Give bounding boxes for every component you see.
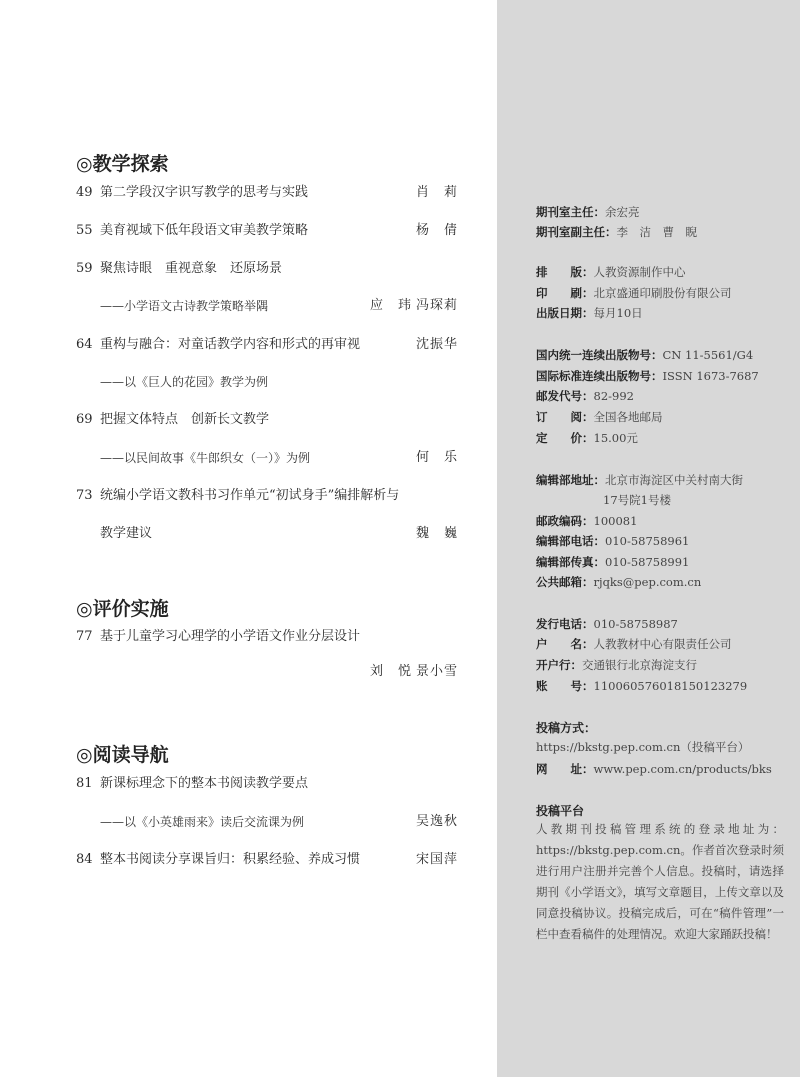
info-value: 李 洁 曹 睨 xyxy=(616,225,697,239)
author: 肖 莉 xyxy=(415,185,458,200)
page-number: 69 xyxy=(76,412,93,427)
info-label: 期刊室主任： xyxy=(536,205,605,219)
page-number: 55 xyxy=(76,223,93,238)
author: 何 乐 xyxy=(415,450,458,465)
info-value: CN 11-5561/G4 xyxy=(662,348,754,362)
toc-entry[interactable] xyxy=(76,486,458,506)
info-row-website xyxy=(536,759,791,779)
platform-heading: 投稿平台 xyxy=(536,804,585,818)
page-number: 49 xyxy=(76,185,93,200)
article-subtitle: ——以《巨人的花园》教学为例 xyxy=(100,375,269,389)
section-title-reading: ◎阅读导航 xyxy=(76,744,169,766)
submission-link[interactable]: https://bkstg.pep.com.cn（投稿平台） xyxy=(536,740,750,754)
toc-entry[interactable] xyxy=(76,335,458,355)
info-value: 010-58758991 xyxy=(605,555,690,569)
author: 魏 巍 xyxy=(415,526,458,541)
info-label: 出版日期： xyxy=(536,306,594,320)
info-row-account-number xyxy=(536,676,791,696)
page-number: 81 xyxy=(76,776,93,791)
toc-entry-subtitle xyxy=(76,372,458,392)
info-row-issn xyxy=(536,366,791,386)
info-label: 定 价： xyxy=(536,431,594,445)
info-row-fax xyxy=(536,552,791,572)
toc-entry[interactable] xyxy=(76,627,458,647)
info-row-price xyxy=(536,428,791,448)
info-row-address xyxy=(536,470,791,490)
info-label: 国际标准连续出版物号： xyxy=(536,369,663,383)
article-title: 聚焦诗眼 重视意象 还原场景 xyxy=(100,261,283,276)
info-label: 公共邮箱： xyxy=(536,575,594,589)
article-title: 重构与融合：对童话教学内容和形式的再审视 xyxy=(100,337,361,352)
article-subtitle: ——以《小英雄雨来》读后交流课为例 xyxy=(100,815,305,829)
page-number: 77 xyxy=(76,629,93,644)
author: 吴逸秋 xyxy=(415,814,458,829)
article-title: 新课标理念下的整本书阅读教学要点 xyxy=(100,776,309,791)
info-value: 人教教材中心有限责任公司 xyxy=(593,637,732,651)
website-link[interactable]: www.pep.com.cn/products/bks xyxy=(593,762,772,776)
page-number: 59 xyxy=(76,261,93,276)
info-label: 期刊室副主任： xyxy=(536,225,617,239)
page-number: 84 xyxy=(76,852,93,867)
info-value: 010-58758961 xyxy=(605,534,690,548)
info-label: 发行电话： xyxy=(536,617,594,631)
info-label: 网 址： xyxy=(536,762,594,776)
info-label: 编辑部地址： xyxy=(536,473,605,487)
author: 景小雪 xyxy=(415,664,458,679)
toc-entry-subtitle xyxy=(76,812,458,832)
info-label: 订 阅： xyxy=(536,410,594,424)
info-label: 账 号： xyxy=(536,679,594,693)
info-row-postcode xyxy=(536,386,791,406)
info-value: 100081 xyxy=(593,514,638,528)
info-label: 邮政编码： xyxy=(536,514,594,528)
info-value: ISSN 1673-7687 xyxy=(662,369,759,383)
author: 沈振华 xyxy=(415,337,458,352)
info-row-email xyxy=(536,572,791,592)
platform-description: 人教期刊投稿管理系统的登录地址为：https://bkstg.pep.com.cn。作者首次登录时须进行用户注册并完善个人信息。投稿时，请选择期刊《小学语文》，填写文章题目，上传文章以及同意投稿协议。投稿完成后，可在“稿件管理”一栏中查看稿件的处理情况。欢迎大家踊跃投稿！ xyxy=(536,822,784,941)
info-value: 交通银行北京海淀支行 xyxy=(582,658,697,672)
toc-entry[interactable] xyxy=(76,259,458,279)
email-link[interactable]: rjqks@pep.com.cn xyxy=(593,575,702,589)
info-value: 北京市海淀区中关村南大街 xyxy=(605,473,743,487)
article-title: 第二学段汉字识写教学的思考与实践 xyxy=(100,185,309,200)
info-row-subscribe xyxy=(536,407,791,427)
toc-entry-continued xyxy=(76,524,458,544)
info-value: 82-992 xyxy=(593,389,634,403)
toc-entry[interactable] xyxy=(76,183,458,203)
info-row-printing xyxy=(536,283,791,303)
info-row-phone xyxy=(536,531,791,551)
info-row-address-cont xyxy=(603,490,800,510)
info-row-account-name xyxy=(536,634,791,654)
article-title-continued: 教学建议 xyxy=(100,526,153,541)
author: 杨 倩 xyxy=(415,223,458,238)
info-label: 邮发代号： xyxy=(536,389,594,403)
info-value: 每月10日 xyxy=(593,306,643,320)
article-subtitle: ——小学语文古诗教学策略举隅 xyxy=(100,299,269,313)
toc-entry-authors xyxy=(76,662,458,682)
page-number: 64 xyxy=(76,337,93,352)
toc-entry[interactable] xyxy=(76,774,458,794)
toc-entry[interactable] xyxy=(76,850,458,870)
article-title: 基于儿童学习心理学的小学语文作业分层设计 xyxy=(100,629,361,644)
article-subtitle: ——以民间故事《牛郎织女（一）》为例 xyxy=(100,451,311,465)
info-label: 编辑部电话： xyxy=(536,534,605,548)
info-row-zip xyxy=(536,511,791,531)
info-value: 110060576018150123279 xyxy=(593,679,748,693)
toc-entry[interactable] xyxy=(76,410,458,430)
info-row-cn xyxy=(536,345,791,365)
page-number: 73 xyxy=(76,488,93,503)
info-row-pubdate xyxy=(536,303,791,323)
info-label: 户 名： xyxy=(536,637,594,651)
info-value: 全国各地邮局 xyxy=(593,410,663,424)
submission-url[interactable] xyxy=(536,737,791,757)
info-row-deputy xyxy=(536,222,791,242)
article-title: 统编小学语文教科书习作单元“初试身手”编排解析与 xyxy=(100,488,400,503)
section-title-teaching: ◎教学探索 xyxy=(76,153,169,175)
submission-heading: 投稿方式： xyxy=(536,721,597,735)
author: 宋国萍 xyxy=(415,852,458,867)
info-value: 010-58758987 xyxy=(593,617,678,631)
info-label: 印 刷： xyxy=(536,286,594,300)
article-title: 美育视域下低年段语文审美教学策略 xyxy=(100,223,309,238)
article-title: 把握文体特点 创新长文教学 xyxy=(100,412,270,427)
author: 冯琛莉 xyxy=(415,298,458,313)
info-row-distribution-phone xyxy=(536,614,791,634)
info-label: 编辑部传真： xyxy=(536,555,605,569)
info-row-bank xyxy=(536,655,791,675)
info-label: 排 版： xyxy=(536,265,594,279)
section-title-evaluation: ◎评价实施 xyxy=(76,598,169,620)
info-row-typesetting xyxy=(536,262,791,282)
info-value: 余宏亮 xyxy=(605,205,640,219)
info-value: 15.00元 xyxy=(593,431,638,445)
info-row-director xyxy=(536,202,791,222)
toc-entry[interactable] xyxy=(76,221,458,241)
info-label: 国内统一连续出版物号： xyxy=(536,348,663,362)
toc-entry-subtitle xyxy=(76,448,458,468)
info-value: 北京盛通印刷股份有限公司 xyxy=(593,286,732,300)
author: 刘 悦 xyxy=(369,664,412,679)
author: 应 玮 xyxy=(369,298,412,313)
info-label: 开户行： xyxy=(536,658,582,672)
info-value: 人教资源制作中心 xyxy=(593,265,686,279)
toc-entry-subtitle xyxy=(76,296,458,316)
info-value: 17号院1号楼 xyxy=(603,493,671,507)
article-title: 整本书阅读分享课旨归：积累经验、养成习惯 xyxy=(100,852,361,867)
